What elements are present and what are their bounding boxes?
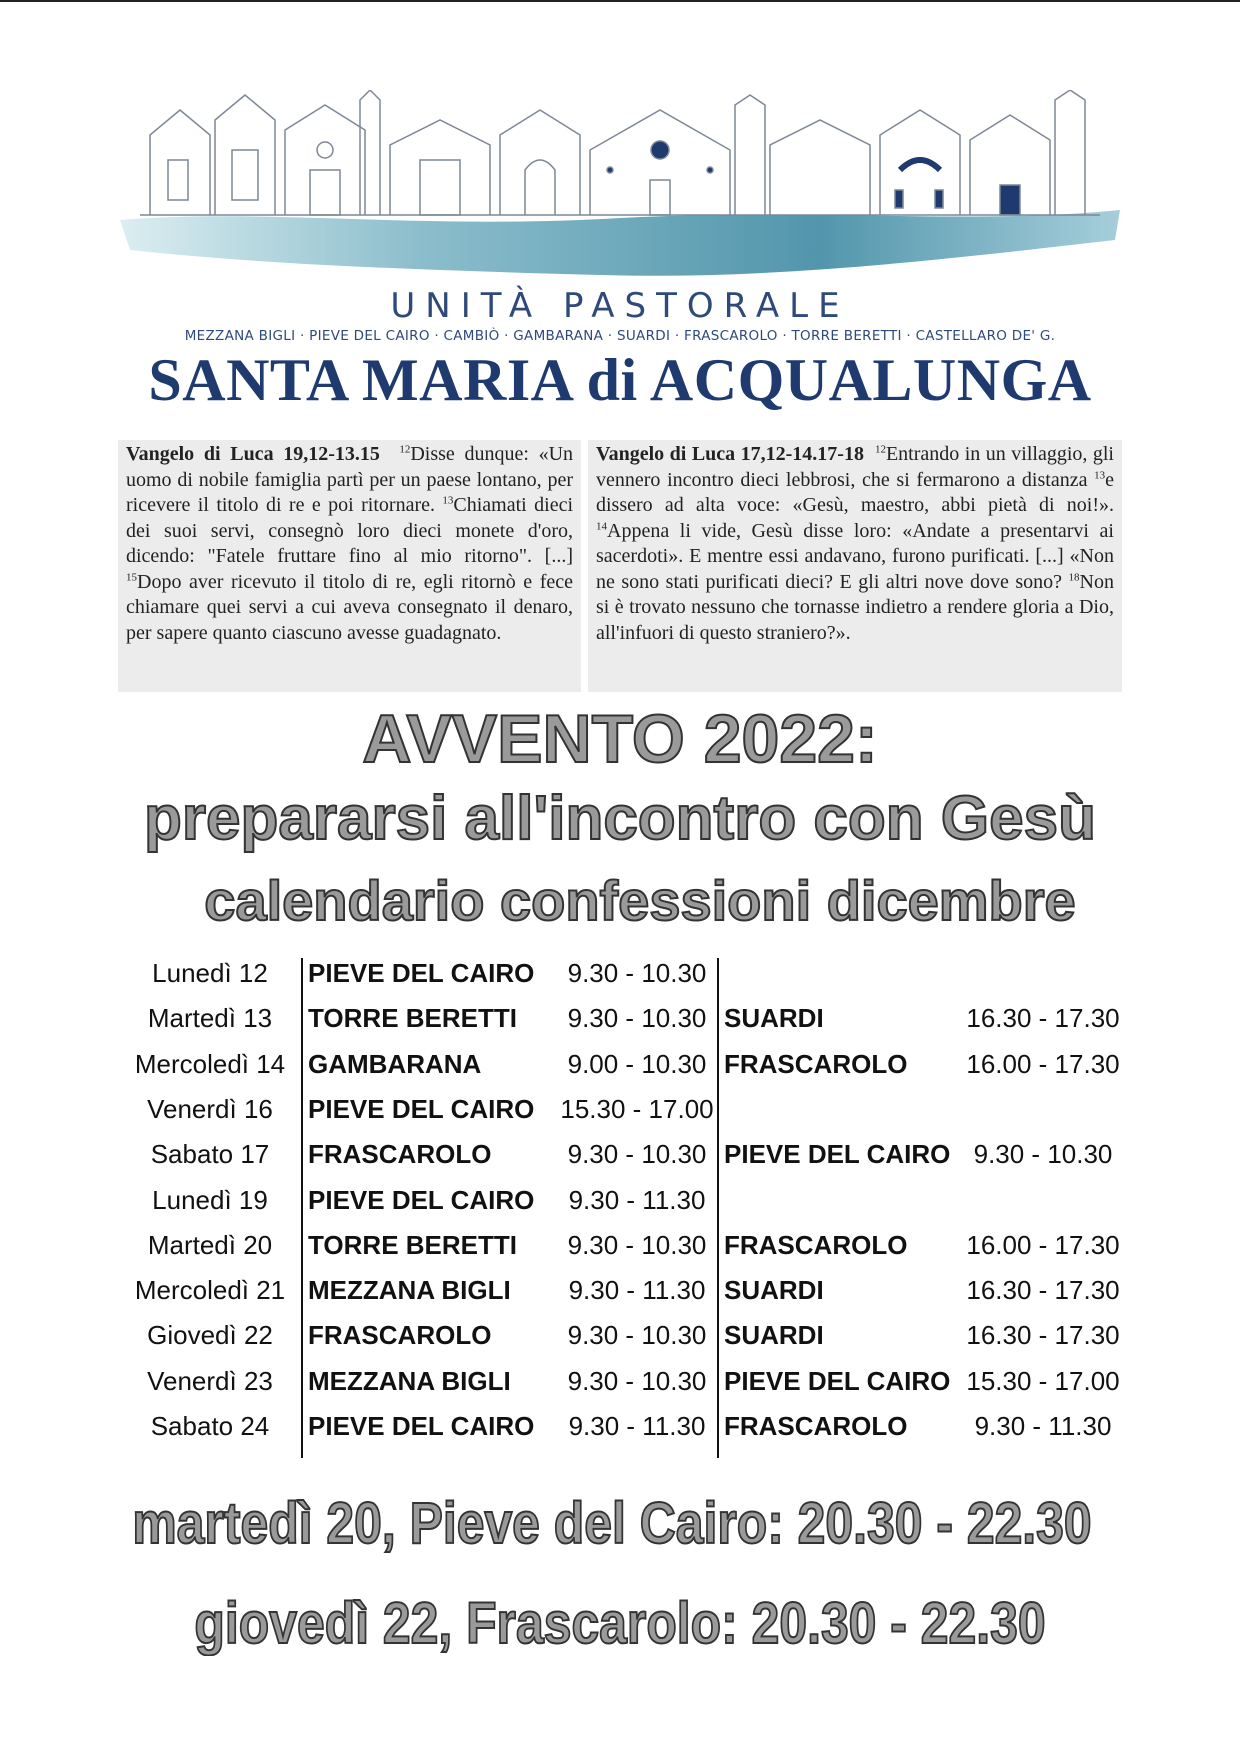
- evening-session-1: martedì 20, Pieve del Cairo: 20.30 - 22.30: [132, 1491, 1092, 1556]
- verse-number: 18: [1068, 570, 1080, 583]
- parishes-list: MEZZANA BIGLI · PIEVE DEL CAIRO · CAMBIÒ · GAMBARANA · SUARDI · FRASCAROLO · TORRE BERETTI · CASTELLARO DE' G.: [184, 328, 1056, 344]
- schedule-parish: FRASCAROLO: [724, 1411, 908, 1441]
- evening-session-2: giovedì 22, Frascarolo: 20.30 - 22.30: [194, 1591, 1046, 1656]
- schedule-parish: SUARDI: [724, 1003, 824, 1034]
- schedule-row: [130, 1275, 1120, 1320]
- gospel-box-left: [118, 440, 581, 692]
- gospel-text: Chiamati dieci dei suoi servi, consegnò loro dieci monete d'oro, dicendo: "Fatele fruttare fino al mio ritorno". [...]: [126, 494, 574, 567]
- schedule-parish: FRASCAROLO: [308, 1320, 492, 1351]
- schedule-row: [130, 1094, 1120, 1139]
- schedule-time: 9.30 - 10.30: [567, 1139, 707, 1170]
- churches-skyline-icon: [120, 90, 1120, 300]
- schedule-parish: PIEVE DEL CAIRO: [308, 1093, 535, 1124]
- schedule-time: 9.30 - 10.30: [567, 1003, 707, 1034]
- schedule-day: Lunedì 19: [152, 1184, 268, 1215]
- schedule-row: [130, 1003, 1120, 1048]
- schedule-time: 16.30 - 17.30: [966, 1003, 1120, 1034]
- schedule-parish: PIEVE DEL CAIRO: [308, 958, 535, 988]
- verse-number: 12: [874, 443, 886, 456]
- schedule-row: [130, 1139, 1120, 1184]
- schedule-day: Venerdì 16: [147, 1093, 273, 1124]
- schedule-time: 9.30 - 10.30: [973, 1139, 1113, 1170]
- top-rule: [0, 0, 1240, 2]
- schedule-time: 16.00 - 17.30: [966, 1048, 1120, 1079]
- schedule-day: Martedì 20: [147, 1229, 273, 1260]
- brand-title: SANTA MARIA di ACQUALUNGA: [148, 347, 1092, 413]
- verse-number: 12: [399, 443, 411, 456]
- schedule-parish: PIEVE DEL CAIRO: [724, 1365, 951, 1396]
- schedule-time: 16.30 - 17.30: [966, 1320, 1120, 1351]
- schedule-parish: MEZZANA BIGLI: [308, 1275, 511, 1306]
- schedule-parish: FRASCAROLO: [724, 1229, 908, 1260]
- schedule-day: Lunedì 12: [152, 958, 268, 988]
- schedule-row: [130, 1230, 1120, 1275]
- schedule-parish: PIEVE DEL CAIRO: [724, 1139, 951, 1170]
- schedule-row: [130, 1185, 1120, 1230]
- schedule-time: 9.30 - 11.30: [568, 1411, 706, 1441]
- schedule-row: [130, 958, 1120, 1003]
- schedule-parish: SUARDI: [724, 1275, 824, 1306]
- schedule-time: 9.30 - 10.30: [567, 1229, 707, 1260]
- schedule-time: 9.30 - 11.30: [974, 1411, 1112, 1441]
- schedule-day: Sabato 24: [150, 1411, 270, 1441]
- gospel-text: e dissero ad alta voce: «Gesù, maestro, abbi pietà di noi!».: [596, 468, 1114, 516]
- schedule-parish: PIEVE DEL CAIRO: [308, 1411, 535, 1441]
- schedule-time: 15.30 - 17.00: [966, 1365, 1120, 1396]
- verse-number: 13: [442, 494, 454, 507]
- confession-schedule: [130, 958, 1120, 1458]
- schedule-parish: GAMBARANA: [308, 1048, 482, 1079]
- schedule-day: Mercoledì 14: [134, 1048, 286, 1079]
- schedule-parish: TORRE BERETTI: [308, 1229, 517, 1260]
- gospel-text: Non si è trovato nessuno che tornasse indietro a rendere gloria a Dio, all'infuori di questo straniero?».: [596, 570, 1114, 644]
- schedule-time: 16.30 - 17.30: [966, 1275, 1120, 1306]
- verse-number: 15: [126, 570, 137, 583]
- schedule-day: Venerdì 23: [147, 1365, 273, 1396]
- gospel-reference: Vangelo di Luca 17,12-14.17-18: [596, 443, 864, 465]
- schedule-time: 9.30 - 11.30: [568, 1184, 706, 1215]
- gospel-text: Appena li vide, Gesù disse loro: «Andate a presentarvi ai sacerdoti». E mentre essi andavano, furono purificati. [...] «Non ne sono stati purificati dieci? E gli altri nove dove sono?: [596, 519, 1114, 593]
- schedule-day: Martedì 13: [147, 1003, 273, 1034]
- schedule-time: 15.30 - 17.00: [560, 1093, 714, 1124]
- schedule-day: Mercoledì 21: [134, 1275, 286, 1306]
- schedule-parish: MEZZANA BIGLI: [308, 1365, 511, 1396]
- schedule-row: [130, 1366, 1120, 1411]
- verse-number: 13: [1094, 468, 1106, 481]
- gospel-text: Disse dunque: «Un uomo di nobile famiglia partì per un paese lontano, per ricevere il titolo di re e poi ritornare.: [126, 443, 574, 516]
- schedule-parish: FRASCAROLO: [308, 1139, 492, 1170]
- schedule-parish: TORRE BERETTI: [308, 1003, 517, 1034]
- schedule-time: 9.30 - 11.30: [568, 1275, 706, 1306]
- schedule-time: 9.00 - 10.30: [567, 1048, 707, 1079]
- gospel-reference: Vangelo di Luca 19,12-13.15: [126, 443, 380, 465]
- gospel-box-right: [588, 440, 1122, 692]
- schedule-parish: FRASCAROLO: [724, 1048, 908, 1079]
- schedule-row: [130, 1049, 1120, 1094]
- schedule-day: Sabato 17: [150, 1139, 270, 1170]
- gospel-text: Entrando in un villaggio, gli vennero incontro dieci lebbrosi, che si fermarono a distanza: [596, 443, 1114, 491]
- verse-number: 14: [596, 519, 607, 532]
- schedule-time: 9.30 - 10.30: [567, 958, 707, 988]
- schedule-parish: PIEVE DEL CAIRO: [308, 1184, 535, 1215]
- calendar-heading: calendario confessioni dicembre: [204, 869, 1076, 932]
- schedule-time: 9.30 - 10.30: [567, 1320, 707, 1351]
- gospel-text: Dopo aver ricevuto il titolo di re, egli ritornò e fece chiamare quei servi a cui aveva consegnato il denaro, per sapere quanto ciascuno avesse guadagnato.: [126, 570, 573, 644]
- schedule-row: [130, 1320, 1120, 1365]
- schedule-time: 16.00 - 17.30: [966, 1229, 1120, 1260]
- schedule-day: Giovedì 22: [147, 1320, 273, 1351]
- advent-heading: AVVENTO 2022:: [362, 701, 878, 777]
- unit-title: UNITÀ PASTORALE: [390, 286, 850, 326]
- schedule-row: [130, 1411, 1120, 1456]
- schedule-parish: SUARDI: [724, 1320, 824, 1351]
- advent-subheading: prepararsi all'incontro con Gesù: [144, 784, 1096, 853]
- schedule-time: 9.30 - 10.30: [567, 1365, 707, 1396]
